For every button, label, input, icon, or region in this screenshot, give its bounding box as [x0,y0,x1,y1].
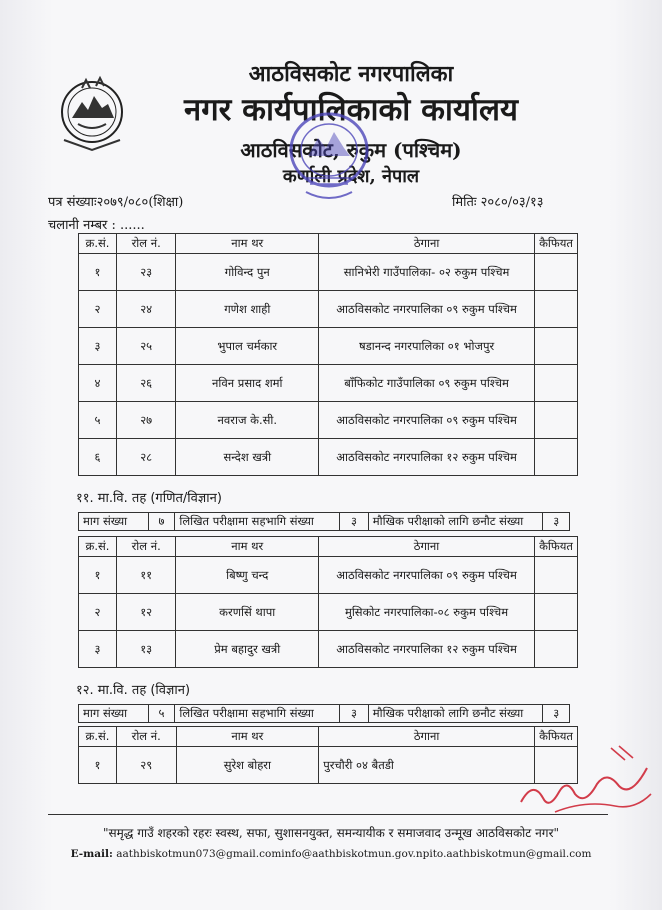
serial-cell: ४ [79,365,117,402]
roll-cell: १३ [116,631,176,668]
address-cell: आठविसकोट नगरपालिका १२ रुकुम पश्चिम [319,439,535,476]
demand-value: ७ [148,513,175,531]
address-cell: आठविसकोट नगरपालिका १२ रुकुम पश्चिम [319,631,535,668]
name-cell: सन्देश खत्री [176,439,319,476]
oral-label: मौखिक परीक्षाको लागि छनौट संख्या [368,513,543,531]
table-row [79,254,578,291]
address-cell: आठविसकोट नगरपालिका ०९ रुकुम पश्चिम [319,291,535,328]
office-seal-stamp-icon [286,108,372,208]
section3-summary [78,704,570,723]
remarks-cell [535,291,578,328]
table-row [79,328,578,365]
section2-summary [78,512,570,531]
serial-cell: १ [79,557,117,594]
demand-label: माग संख्या [79,513,149,531]
handwritten-signature-icon [515,740,655,820]
roll-cell: २३ [116,254,176,291]
serial-cell: २ [79,594,117,631]
address-cell: मुसिकोट नगरपालिका-०८ रुकुम पश्चिम [319,594,535,631]
roll-cell: १२ [116,594,176,631]
section-title-math-science: ११. मा.वि. तह (गणित/विज्ञान) [76,491,222,506]
municipality-motto: "समृद्ध गाउँ शहरको रहरः स्वस्थ, सफा, सुशासनयुक्त, समन्यायीक र समाजवाद उन्मूख आठविसकोट नगर" [103,826,559,840]
col-remarks: कैफियत [535,234,578,254]
demand-value: ५ [148,705,175,723]
table-row [79,439,578,476]
col-address: ठेगाना [319,537,535,557]
remarks-cell [535,365,578,402]
col-serial: क्र.सं. [79,727,117,747]
roll-cell: २५ [116,328,176,365]
roll-cell: २७ [116,402,176,439]
col-remarks: कैफियत [535,727,578,747]
col-name: नाम थर [176,727,319,747]
name-cell: गणेश शाही [176,291,319,328]
table-row [79,365,578,402]
col-remarks: कैफियत [535,537,578,557]
table-header-row [79,727,578,747]
name-cell: बिष्णु चन्द [176,557,319,594]
table-row [79,291,578,328]
letter-date: मितिः २०८०/०३/१३ [452,195,544,210]
office-address: आठविसकोट, रुकुम (पश्चिम) [240,138,462,162]
candidate-table-1 [78,233,578,476]
email-address[interactable]: aathbiskotmun073@gmail.cominfo@aathbiskotmun.gov.npito.aathbiskotmun@gmail.com [116,848,592,860]
name-cell: प्रेम बहादुर खत्री [176,631,319,668]
remarks-cell [535,439,578,476]
province-line: कर्णाली प्रदेश, नेपाल [282,166,420,187]
roll-cell: ११ [116,557,176,594]
oral-label: मौखिक परीक्षाको लागि छनौट संख्या [368,705,543,723]
name-cell: नवराज के.सी. [176,402,319,439]
roll-cell: २८ [116,439,176,476]
address-cell: पुरचौरी ०४ बैतडी [319,747,535,784]
remarks-cell [535,402,578,439]
reference-number: पत्र संख्याः२०७९/०८०(शिक्षा) [48,195,184,210]
office-title: नगर कार्यपालिकाको कार्यालय [184,92,518,128]
table-row [79,631,578,668]
name-cell: करणसिं थापा [176,594,319,631]
serial-cell: १ [79,747,117,784]
footer-divider [48,814,608,815]
address-cell: आठविसकोट नगरपालिका ०९ रुकुम पश्चिम [319,557,535,594]
col-roll: रोल नं. [116,234,176,254]
address-cell: सानिभेरी गाउँपालिका- ०२ रुकुम पश्चिम [319,254,535,291]
email-label: E-mail: [70,848,113,860]
written-label: लिखित परीक्षामा सहभागि संख्या [175,513,340,531]
col-address: ठेगाना [319,727,535,747]
table-row [79,402,578,439]
col-roll: रोल नं. [116,537,176,557]
remarks-cell [535,328,578,365]
oral-value: ३ [543,705,570,723]
oral-value: ३ [543,513,570,531]
table-row [79,594,578,631]
col-name: नाम थर [176,537,319,557]
name-cell: सुरेश बोहरा [176,747,319,784]
written-value: ३ [340,705,369,723]
candidate-table-3 [78,726,578,784]
remarks-cell [535,254,578,291]
table-header-row [79,537,578,557]
col-name: नाम थर [176,234,319,254]
demand-label: माग संख्या [79,705,149,723]
roll-cell: २४ [116,291,176,328]
remarks-cell [535,594,578,631]
name-cell: भुपाल चर्मकार [176,328,319,365]
address-cell: षडानन्द नगरपालिका ०१ भोजपुर [319,328,535,365]
roll-cell: २९ [116,747,176,784]
table-header-row [79,234,578,254]
table-row [79,747,578,784]
address-cell: आठविसकोट नगरपालिका ०९ रुकुम पश्चिम [319,402,535,439]
serial-cell: ६ [79,439,117,476]
col-serial: क्र.सं. [79,234,117,254]
col-serial: क्र.सं. [79,537,117,557]
col-roll: रोल नं. [116,727,176,747]
serial-cell: ३ [79,631,117,668]
roll-cell: २६ [116,365,176,402]
remarks-cell [535,631,578,668]
name-cell: गोविन्द पुन [176,254,319,291]
dispatch-number: चलानी नम्बर : ...... [48,218,145,233]
address-cell: बाँफिकोट गाउँपालिका ०९ रुकुम पश्चिम [319,365,535,402]
written-value: ३ [340,513,369,531]
serial-cell: ३ [79,328,117,365]
col-address: ठेगाना [319,234,535,254]
candidate-table-2 [78,536,578,668]
serial-cell: १ [79,254,117,291]
serial-cell: ५ [79,402,117,439]
section-title-science: १२. मा.वि. तह (विज्ञान) [76,683,191,698]
contact-email [0,848,662,860]
table-row [79,557,578,594]
municipality-name: आठविसकोट नगरपालिका [248,61,454,87]
name-cell: नविन प्रसाद शर्मा [176,365,319,402]
remarks-cell [535,557,578,594]
written-label: लिखित परीक्षामा सहभागि संख्या [175,705,340,723]
serial-cell: २ [79,291,117,328]
